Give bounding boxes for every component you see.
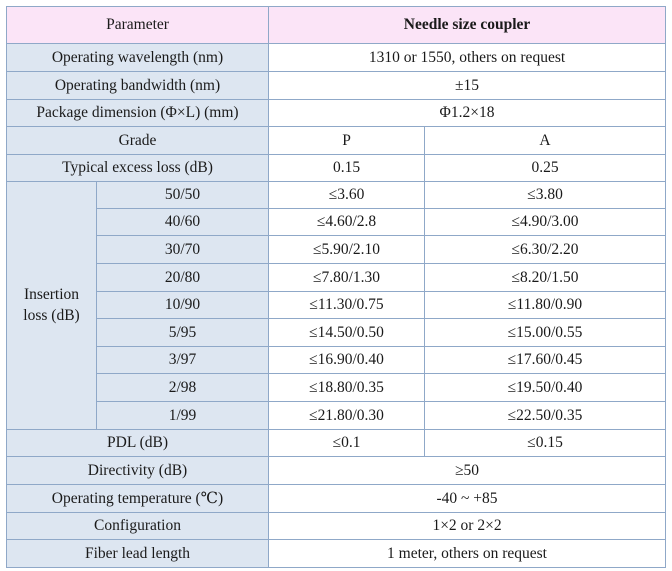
table-row	[7, 402, 666, 430]
grade-label: Grade	[7, 127, 269, 155]
row-label: Configuration	[7, 513, 269, 540]
insertion-loss-label	[7, 182, 97, 430]
table-row	[7, 457, 666, 485]
header-title: Needle size coupler	[269, 7, 666, 44]
row-value: ±15	[269, 72, 666, 100]
row-label: Operating bandwidth (nm)	[7, 72, 269, 100]
excess-loss-a: 0.25	[425, 155, 666, 182]
excess-loss-p: 0.15	[269, 155, 425, 182]
row-label: Package dimension (Φ×L) (mm)	[7, 100, 269, 127]
row-value: -40 ~ +85	[269, 485, 666, 513]
table-row	[7, 72, 666, 100]
table-row	[7, 44, 666, 72]
split-ratio: 5/95	[97, 319, 269, 347]
row-value: 1 meter, others on request	[269, 540, 666, 568]
insertion-loss-p: ≤5.90/2.10	[269, 236, 425, 264]
insertion-loss-a: ≤8.20/1.50	[425, 264, 666, 292]
table-row	[7, 374, 666, 402]
insertion-loss-p: ≤16.90/0.40	[269, 347, 425, 374]
insertion-loss-a: ≤22.50/0.35	[425, 402, 666, 430]
table-row	[7, 292, 666, 319]
table-row	[7, 100, 666, 127]
split-ratio: 2/98	[97, 374, 269, 402]
row-label: Directivity (dB)	[7, 457, 269, 485]
spec-table	[6, 6, 666, 568]
insertion-loss-a: ≤19.50/0.40	[425, 374, 666, 402]
insertion-loss-p: ≤7.80/1.30	[269, 264, 425, 292]
row-value: ≥50	[269, 457, 666, 485]
row-value: 1310 or 1550, others on request	[269, 44, 666, 72]
table-row	[7, 155, 666, 182]
split-ratio: 30/70	[97, 236, 269, 264]
insertion-loss-p: ≤11.30/0.75	[269, 292, 425, 319]
pdl-p: ≤0.1	[269, 430, 425, 457]
table-row	[7, 430, 666, 457]
insertion-loss-a: ≤17.60/0.45	[425, 347, 666, 374]
row-label: Operating wavelength (nm)	[7, 44, 269, 72]
insertion-loss-a: ≤3.80	[425, 182, 666, 209]
table-row	[7, 513, 666, 540]
split-ratio: 10/90	[97, 292, 269, 319]
insertion-loss-p: ≤14.50/0.50	[269, 319, 425, 347]
header-parameter: Parameter	[7, 7, 269, 44]
table-row	[7, 209, 666, 236]
insertion-loss-a: ≤4.90/3.00	[425, 209, 666, 236]
table-row	[7, 127, 666, 155]
split-ratio: 1/99	[97, 402, 269, 430]
row-value: Φ1.2×18	[269, 100, 666, 127]
row-label: Fiber lead length	[7, 540, 269, 568]
insertion-loss-p: ≤4.60/2.8	[269, 209, 425, 236]
split-ratio: 3/97	[97, 347, 269, 374]
split-ratio: 50/50	[97, 182, 269, 209]
table-row	[7, 347, 666, 374]
grade-a: A	[425, 127, 666, 155]
table-row	[7, 236, 666, 264]
insertion-loss-a: ≤15.00/0.55	[425, 319, 666, 347]
excess-loss-label: Typical excess loss (dB)	[7, 155, 269, 182]
table-row	[7, 264, 666, 292]
insertion-loss-p: ≤21.80/0.30	[269, 402, 425, 430]
table-row	[7, 319, 666, 347]
table-row	[7, 7, 666, 44]
row-label: Operating temperature (℃)	[7, 485, 269, 513]
insertion-loss-p: ≤3.60	[269, 182, 425, 209]
insertion-loss-label-line2: loss (dB)	[23, 306, 80, 324]
table-row	[7, 182, 666, 209]
table-row	[7, 540, 666, 568]
pdl-label: PDL (dB)	[7, 430, 269, 457]
table-row	[7, 485, 666, 513]
split-ratio: 20/80	[97, 264, 269, 292]
grade-p: P	[269, 127, 425, 155]
insertion-loss-p: ≤18.80/0.35	[269, 374, 425, 402]
insertion-loss-a: ≤11.80/0.90	[425, 292, 666, 319]
insertion-loss-a: ≤6.30/2.20	[425, 236, 666, 264]
insertion-loss-label-line1: Insertion	[23, 285, 80, 303]
pdl-a: ≤0.15	[425, 430, 666, 457]
row-value: 1×2 or 2×2	[269, 513, 666, 540]
split-ratio: 40/60	[97, 209, 269, 236]
